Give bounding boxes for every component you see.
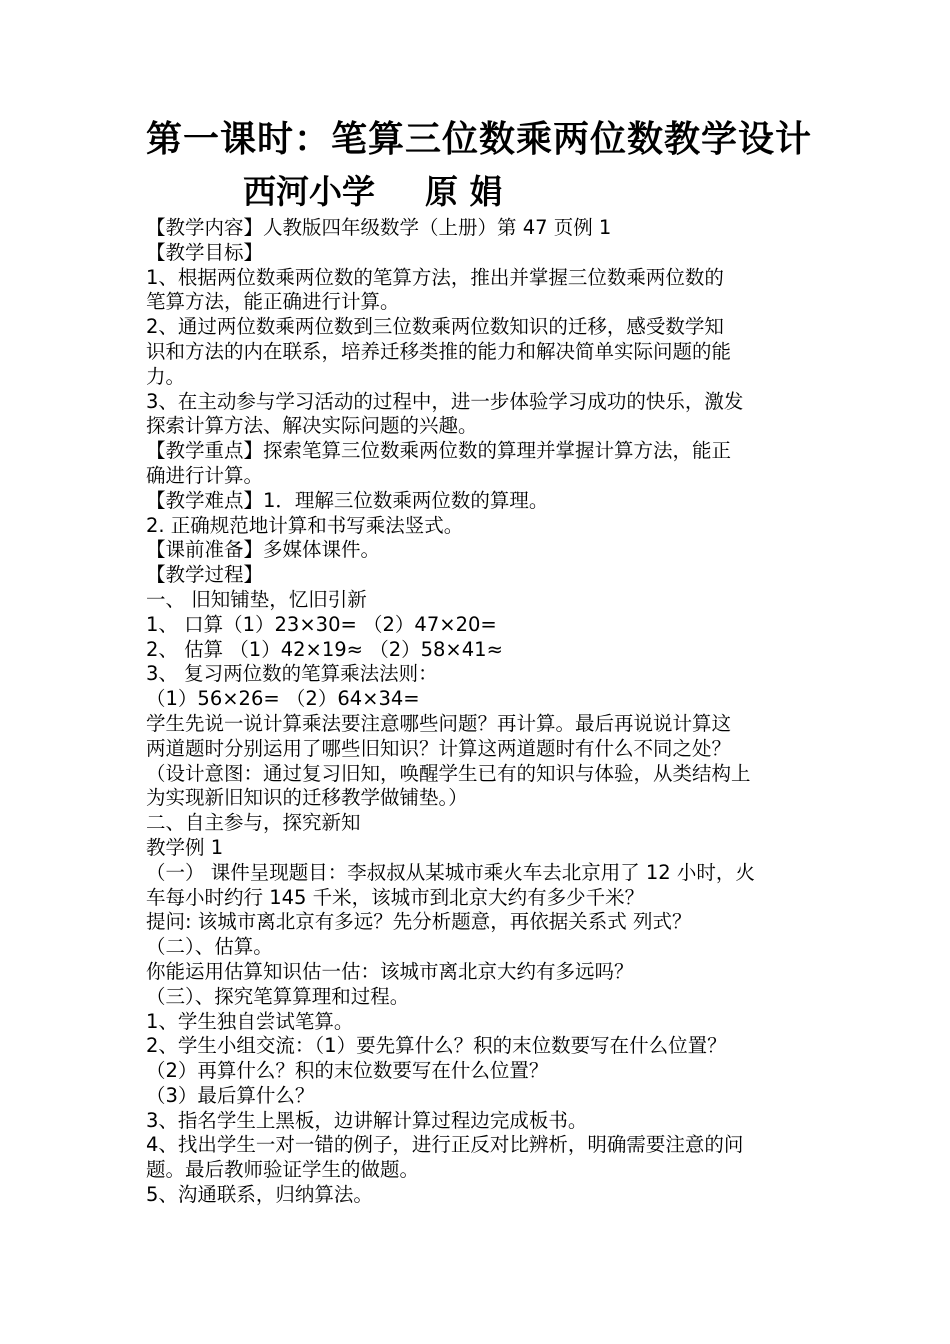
body-line: 【教学重点】探索笔算三位数乘两位数的算理并掌握计算方法，能正 xyxy=(146,439,732,463)
body-line: 【教学目标】 xyxy=(146,240,264,264)
body-line: 二、自主参与，探究新知 xyxy=(146,811,361,835)
body-line: 力。 xyxy=(146,364,186,388)
body-line: 2、 估算 （1）42×19≈ （2）58×41≈ xyxy=(146,637,503,661)
body-line: 识和方法的内在联系，培养迁移类推的能力和解决简单实际问题的能 xyxy=(146,339,732,363)
document-title: 第一课时：笔算三位数乘两位数教学设计 xyxy=(146,119,813,160)
body-line: 教学例 1 xyxy=(146,835,224,859)
body-line: 【教学难点】1．理解三位数乘两位数的算理。 xyxy=(146,488,549,512)
document-body xyxy=(146,216,816,1208)
body-line: 探索计算方法、解决实际问题的兴趣。 xyxy=(146,414,478,438)
body-line: 2、通过两位数乘两位数到三位数乘两位数知识的迁移，感受数学知 xyxy=(146,315,724,339)
school-name: 西河小学 xyxy=(243,172,375,211)
body-line: 两道题时分别运用了哪些旧知识？计算这两道题时有什么不同之处？ xyxy=(146,736,732,760)
body-line: 2. 正确规范地计算和书写乘法竖式。 xyxy=(146,513,464,537)
body-line: 提问: 该城市离北京有多远？先分析题意，再依据关系式 列式？ xyxy=(146,910,692,934)
body-line: 3、在主动参与学习活动的过程中，进一步体验学习成功的快乐，激发 xyxy=(146,389,744,413)
body-line: 学生先说一说计算乘法要注意哪些问题？再计算。最后再说说计算这 xyxy=(146,711,732,735)
body-line: （1）56×26= （2）64×34= xyxy=(146,687,420,711)
body-line: 【教学过程】 xyxy=(146,563,264,587)
body-line: 笔算方法，能正确进行计算。 xyxy=(146,290,400,314)
body-line: 3、 复习两位数的笔算乘法法则： xyxy=(146,662,438,686)
body-line: 题。最后教师验证学生的做题。 xyxy=(146,1158,420,1182)
body-line: 2、学生小组交流：（1）要先算什么？积的末位数要写在什么位置？ xyxy=(146,1034,727,1058)
body-line: （3）最后算什么？ xyxy=(146,1083,315,1107)
author-name: 原 娟 xyxy=(425,172,503,211)
body-line: 你能运用估算知识估一估：该城市离北京大约有多远吗？ xyxy=(146,959,634,983)
body-line: 确进行计算。 xyxy=(146,463,264,487)
body-line: 1、 口算（1）23×30= （2）47×20= xyxy=(146,612,497,636)
body-line: 4、找出学生一对一错的例子，进行正反对比辨析，明确需要注意的问 xyxy=(146,1133,744,1157)
body-line: 一、 旧知铺垫，忆旧引新 xyxy=(146,587,367,611)
body-line: 1、学生独自尝试笔算。 xyxy=(146,1009,354,1033)
body-line: 3、指名学生上黑板，边讲解计算过程边完成板书。 xyxy=(146,1108,588,1132)
body-line: （一） 课件呈现题目：李叔叔从某城市乘火车去北京用了 12 小时，火 xyxy=(146,860,755,884)
document-byline xyxy=(243,170,503,214)
body-line: 车每小时约行 145 千米，该城市到北京大约有多少千米？ xyxy=(146,885,645,909)
body-line: （2）再算什么？积的末位数要写在什么位置？ xyxy=(146,1059,549,1083)
body-line: 1、根据两位数乘两位数的笔算方法，推出并掌握三位数乘两位数的 xyxy=(146,265,724,289)
body-line: 【教学内容】人教版四年级数学（上册）第 47 页例 1 xyxy=(146,216,612,239)
body-line: （设计意图：通过复习旧知，唤醒学生已有的知识与体验，从类结构上 xyxy=(146,761,751,785)
body-line: 5、沟通联系，归纳算法。 xyxy=(146,1183,373,1207)
body-line: （二）、估算。 xyxy=(146,935,273,959)
body-line: 【课前准备】多媒体课件。 xyxy=(146,538,381,562)
body-line: （三）、探究笔算算理和过程。 xyxy=(146,984,410,1008)
body-line: 为实现新旧知识的迁移教学做铺垫。） xyxy=(146,786,468,810)
